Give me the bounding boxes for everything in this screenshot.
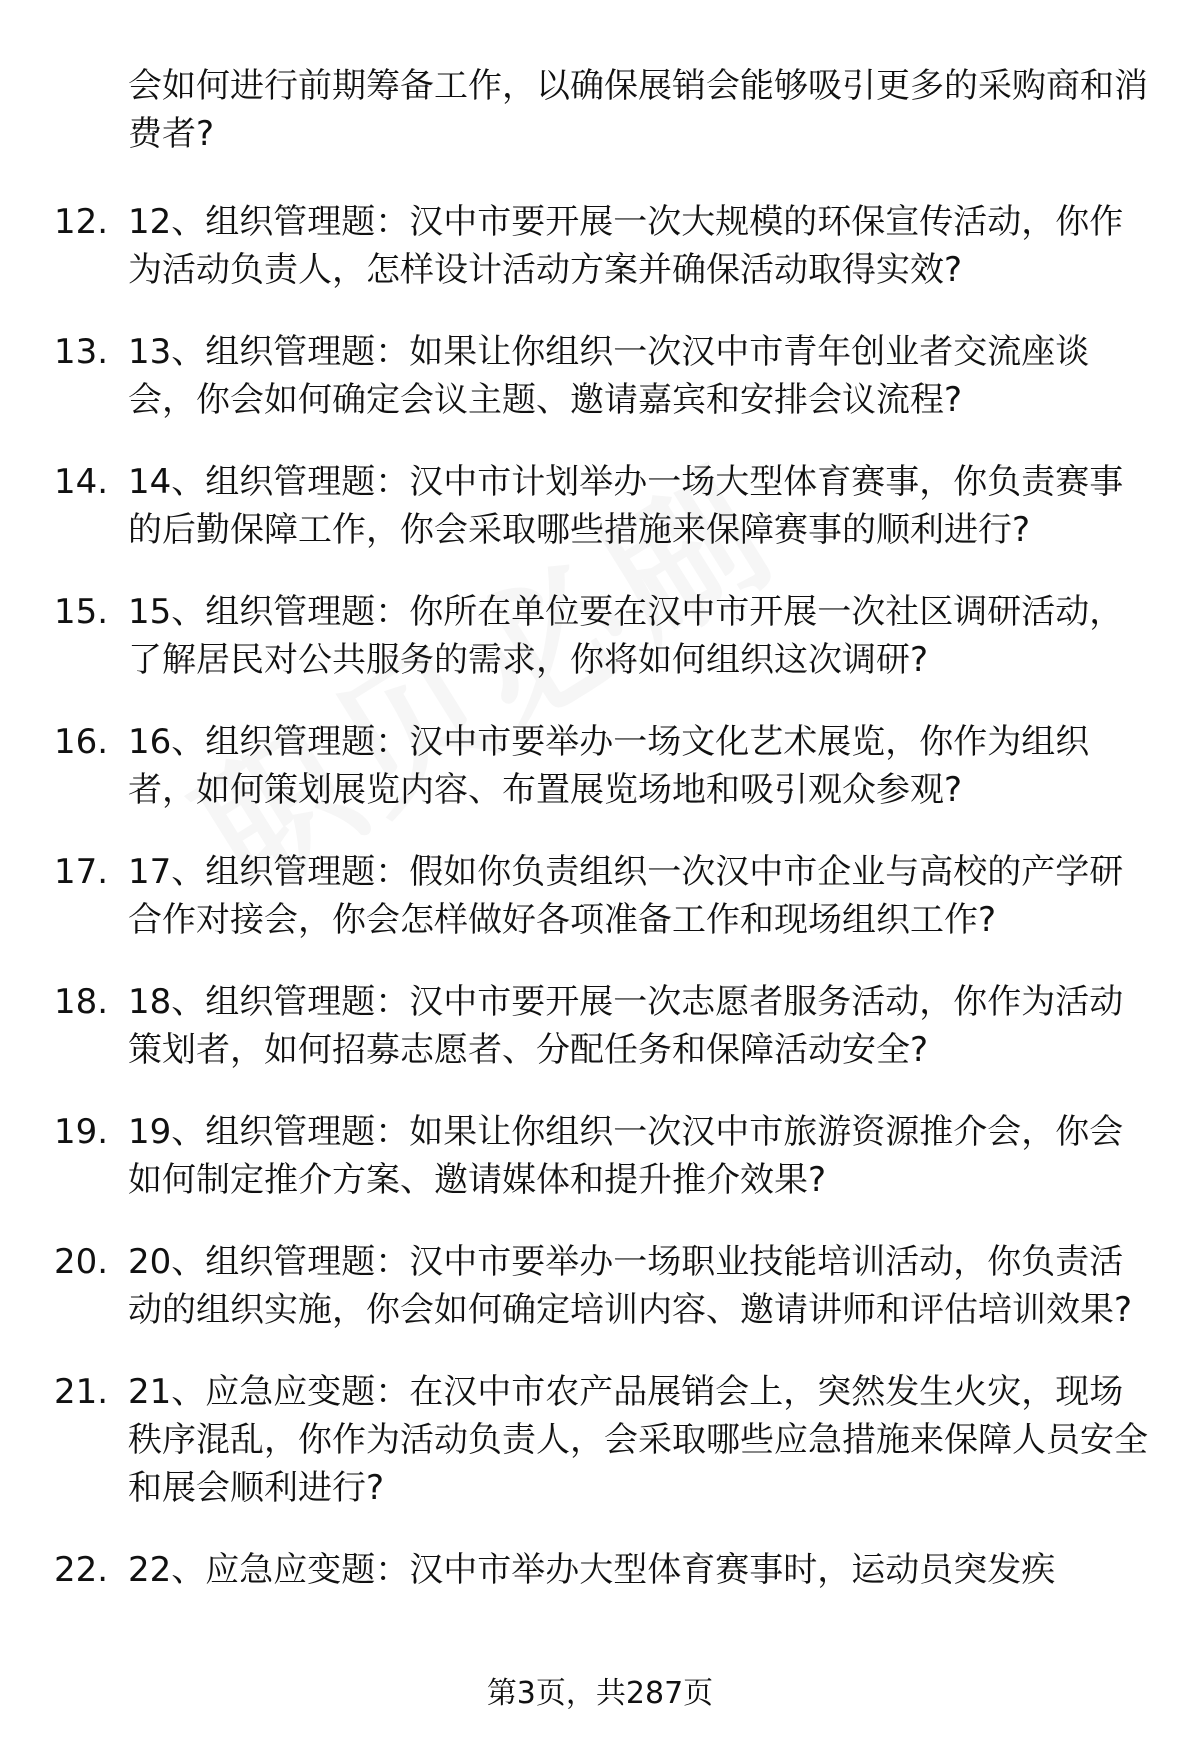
list-item (0, 1238, 1200, 1334)
list-item (0, 718, 1200, 814)
list-item (0, 1368, 1200, 1512)
item-number: 12. (54, 202, 109, 242)
item-text: 15、组织管理题：你所在单位要在汉中市开展一次社区调研活动，了解居民对公共服务的需求，你将如何组织这次调研? (128, 592, 1124, 680)
item-number: 19. (54, 1112, 109, 1152)
question-list (0, 198, 1200, 1676)
list-item (0, 1546, 1200, 1642)
continued-question-text: 会如何进行前期筹备工作，以确保展销会能够吸引更多的采购商和消费者? (128, 66, 1148, 154)
list-item (0, 328, 1200, 424)
item-number: 14. (54, 462, 109, 502)
item-text: 14、组织管理题：汉中市计划举办一场大型体育赛事，你负责赛事的后勤保障工作，你会采取哪些措施来保障赛事的顺利进行? (128, 462, 1124, 550)
page-footer: 第3页，共287页 (486, 1676, 714, 1711)
item-number: 16. (54, 722, 109, 762)
list-item (0, 588, 1200, 684)
list-item (0, 1108, 1200, 1204)
item-text: 13、组织管理题：如果让你组织一次汉中市青年创业者交流座谈会，你会如何确定会议主题、邀请嘉宾和安排会议流程? (128, 332, 1090, 420)
list-item (0, 458, 1200, 554)
item-number: 13. (54, 332, 109, 372)
item-number: 21. (54, 1372, 109, 1412)
item-text: 20、组织管理题：汉中市要举办一场职业技能培训活动，你负责活动的组织实施，你会如何确定培训内容、邀请讲师和评估培训效果? (128, 1242, 1133, 1330)
list-item (0, 848, 1200, 944)
item-text: 18、组织管理题：汉中市要开展一次志愿者服务活动，你作为活动策划者，如何招募志愿者、分配任务和保障活动安全? (128, 982, 1124, 1070)
item-number: 17. (54, 852, 109, 892)
item-text: 21、应急应变题：在汉中市农产品展销会上，突然发生火灾，现场秩序混乱，你作为活动负责人，会采取哪些应急措施来保障人员安全和展会顺利进行? (128, 1372, 1148, 1508)
item-number: 15. (54, 592, 109, 632)
item-text: 16、组织管理题：汉中市要举办一场文化艺术展览，你作为组织者，如何策划展览内容、布置展览场地和吸引观众参观? (128, 722, 1090, 810)
item-number: 22. (54, 1550, 109, 1590)
item-text: 12、组织管理题：汉中市要开展一次大规模的环保宣传活动，你作为活动负责人，怎样设计活动方案并确保活动取得实效? (128, 202, 1124, 290)
list-item (0, 978, 1200, 1074)
item-text: 22、应急应变题：汉中市举办大型体育赛事时，运动员突发疾 (128, 1550, 1056, 1590)
list-item (0, 198, 1200, 294)
item-text: 17、组织管理题：假如你负责组织一次汉中市企业与高校的产学研合作对接会，你会怎样做好各项准备工作和现场组织工作? (128, 852, 1124, 940)
item-number: 20. (54, 1242, 109, 1282)
item-number: 18. (54, 982, 109, 1022)
item-text: 19、组织管理题：如果让你组织一次汉中市旅游资源推介会，你会如何制定推介方案、邀请媒体和提升推介效果? (128, 1112, 1124, 1200)
